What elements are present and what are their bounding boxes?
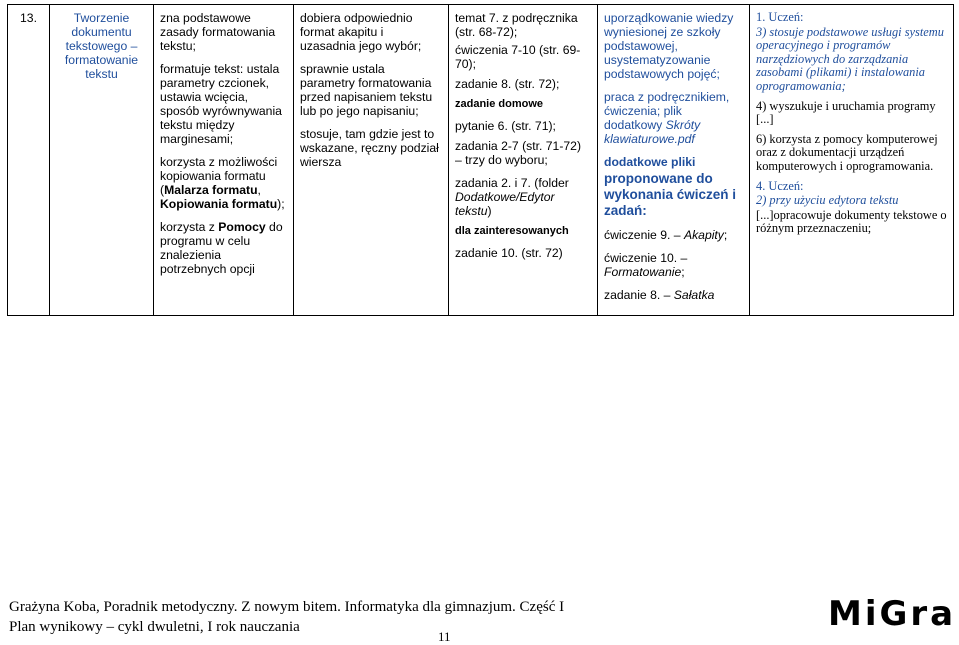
requirement-item: sprawnie ustala parametry formatowania przed napisaniem tekstu lub po jego napisaniu; [300,62,433,118]
task-item: pytanie 6. (str. 71); [455,119,556,133]
curriculum-heading: 1. Uczeń: [756,10,804,24]
requirement-item: korzysta z Pomocy do programu w celu znalezienia potrzebnych opcji [160,220,283,276]
method-item: praca z podręcznikiem, ćwiczenia; plik dodatkowy Skróty klawiaturowe.pdf [604,90,730,146]
task-item: ćwiczenia 7-10 (str. 69-70); [455,43,581,71]
curriculum-cell [750,5,954,316]
row-number: 13. [8,5,50,316]
requirement-item: zna podstawowe zasady formatowania tekstu; [160,11,276,53]
footer-plan-title: Plan wynikowy – cykl dwuletni, I rok nauczania [9,619,300,635]
extra-files-heading: dodatkowe pliki [604,155,696,169]
requirement-item: dobiera odpowiednio format akapitu i uzasadnia jego wybór; [300,11,422,53]
tasks-cell [449,5,598,316]
requirement-item: stosuje, tam gdzie jest to wskazane, ręczny podział wiersza [300,127,439,169]
curriculum-heading: 4. Uczeń: [756,178,804,193]
page-footer [9,597,564,637]
task-item: zadania 2-7 (str. 71-72) – trzy do wyboru; [455,139,582,167]
curriculum-item: [...]opracowuje dokumenty tekstowe o różnym przeznaczeniu; [756,207,947,236]
exercise-item: zadanie 8. – Sałatka [604,288,715,302]
task-item: temat 7. z podręcznika (str. 68-72); [455,11,578,39]
extra-heading: dla zainteresowanych [455,225,569,237]
curriculum-item: 3) stosuje podstawowe usługi systemu operacyjnego i programów narzędziowych do zarządzania zasobami (plikami) i instalowania oprogramowania; [756,24,944,93]
task-item: zadanie 8. (str. 72); [455,77,560,91]
exercise-item: ćwiczenie 10. – Formatowanie; [604,251,688,279]
task-item: zadania 2. i 7. (folder Dodatkowe/Edytor tekstu) [455,176,569,218]
basic-requirements-cell [154,5,294,316]
methods-cell [598,5,750,316]
exercise-item: ćwiczenie 9. – Akapity; [604,228,728,242]
task-item: zadanie 10. (str. 72) [455,246,563,260]
curriculum-item: 4) wyszukuje i uruchamia programy [...] [756,98,936,127]
lesson-topic: Tworzenie dokumentu tekstowego – formatowanie tekstu [50,5,154,316]
footer-book-title: Grażyna Koba, Poradnik metodyczny. Z nowym bitem. Informatyka dla gimnazjum. Część I [9,599,565,615]
page-number: 11 [438,629,451,644]
requirement-item: korzysta z możliwości kopiowania formatu (Malarza formatu, Kopiowania formatu); [160,155,285,211]
extended-requirements-cell [294,5,449,316]
plan-table [7,4,954,316]
proposed-exercises-heading: proponowane do wykonania ćwiczeń i zadań: [604,171,737,218]
method-item: uporządkowanie wiedzy wyniesionej ze szkoły podstawowej, usystematyzowanie podstawowych pojęć; [604,11,734,81]
curriculum-item: 2) przy użyciu edytora tekstu [756,193,899,208]
table-row [8,5,954,316]
publisher-logo: MiGra [828,594,957,634]
curriculum-item: 6) korzysta z pomocy komputerowej oraz z dokumentacji urządzeń komputerowych i oprogramowania. [756,131,938,173]
requirement-item: formatuje tekst: ustala parametry czcionek, ustawia wcięcia, sposób wyrównywania tekstu między marginesami; [160,62,282,146]
homework-heading: zadanie domowe [455,98,544,110]
